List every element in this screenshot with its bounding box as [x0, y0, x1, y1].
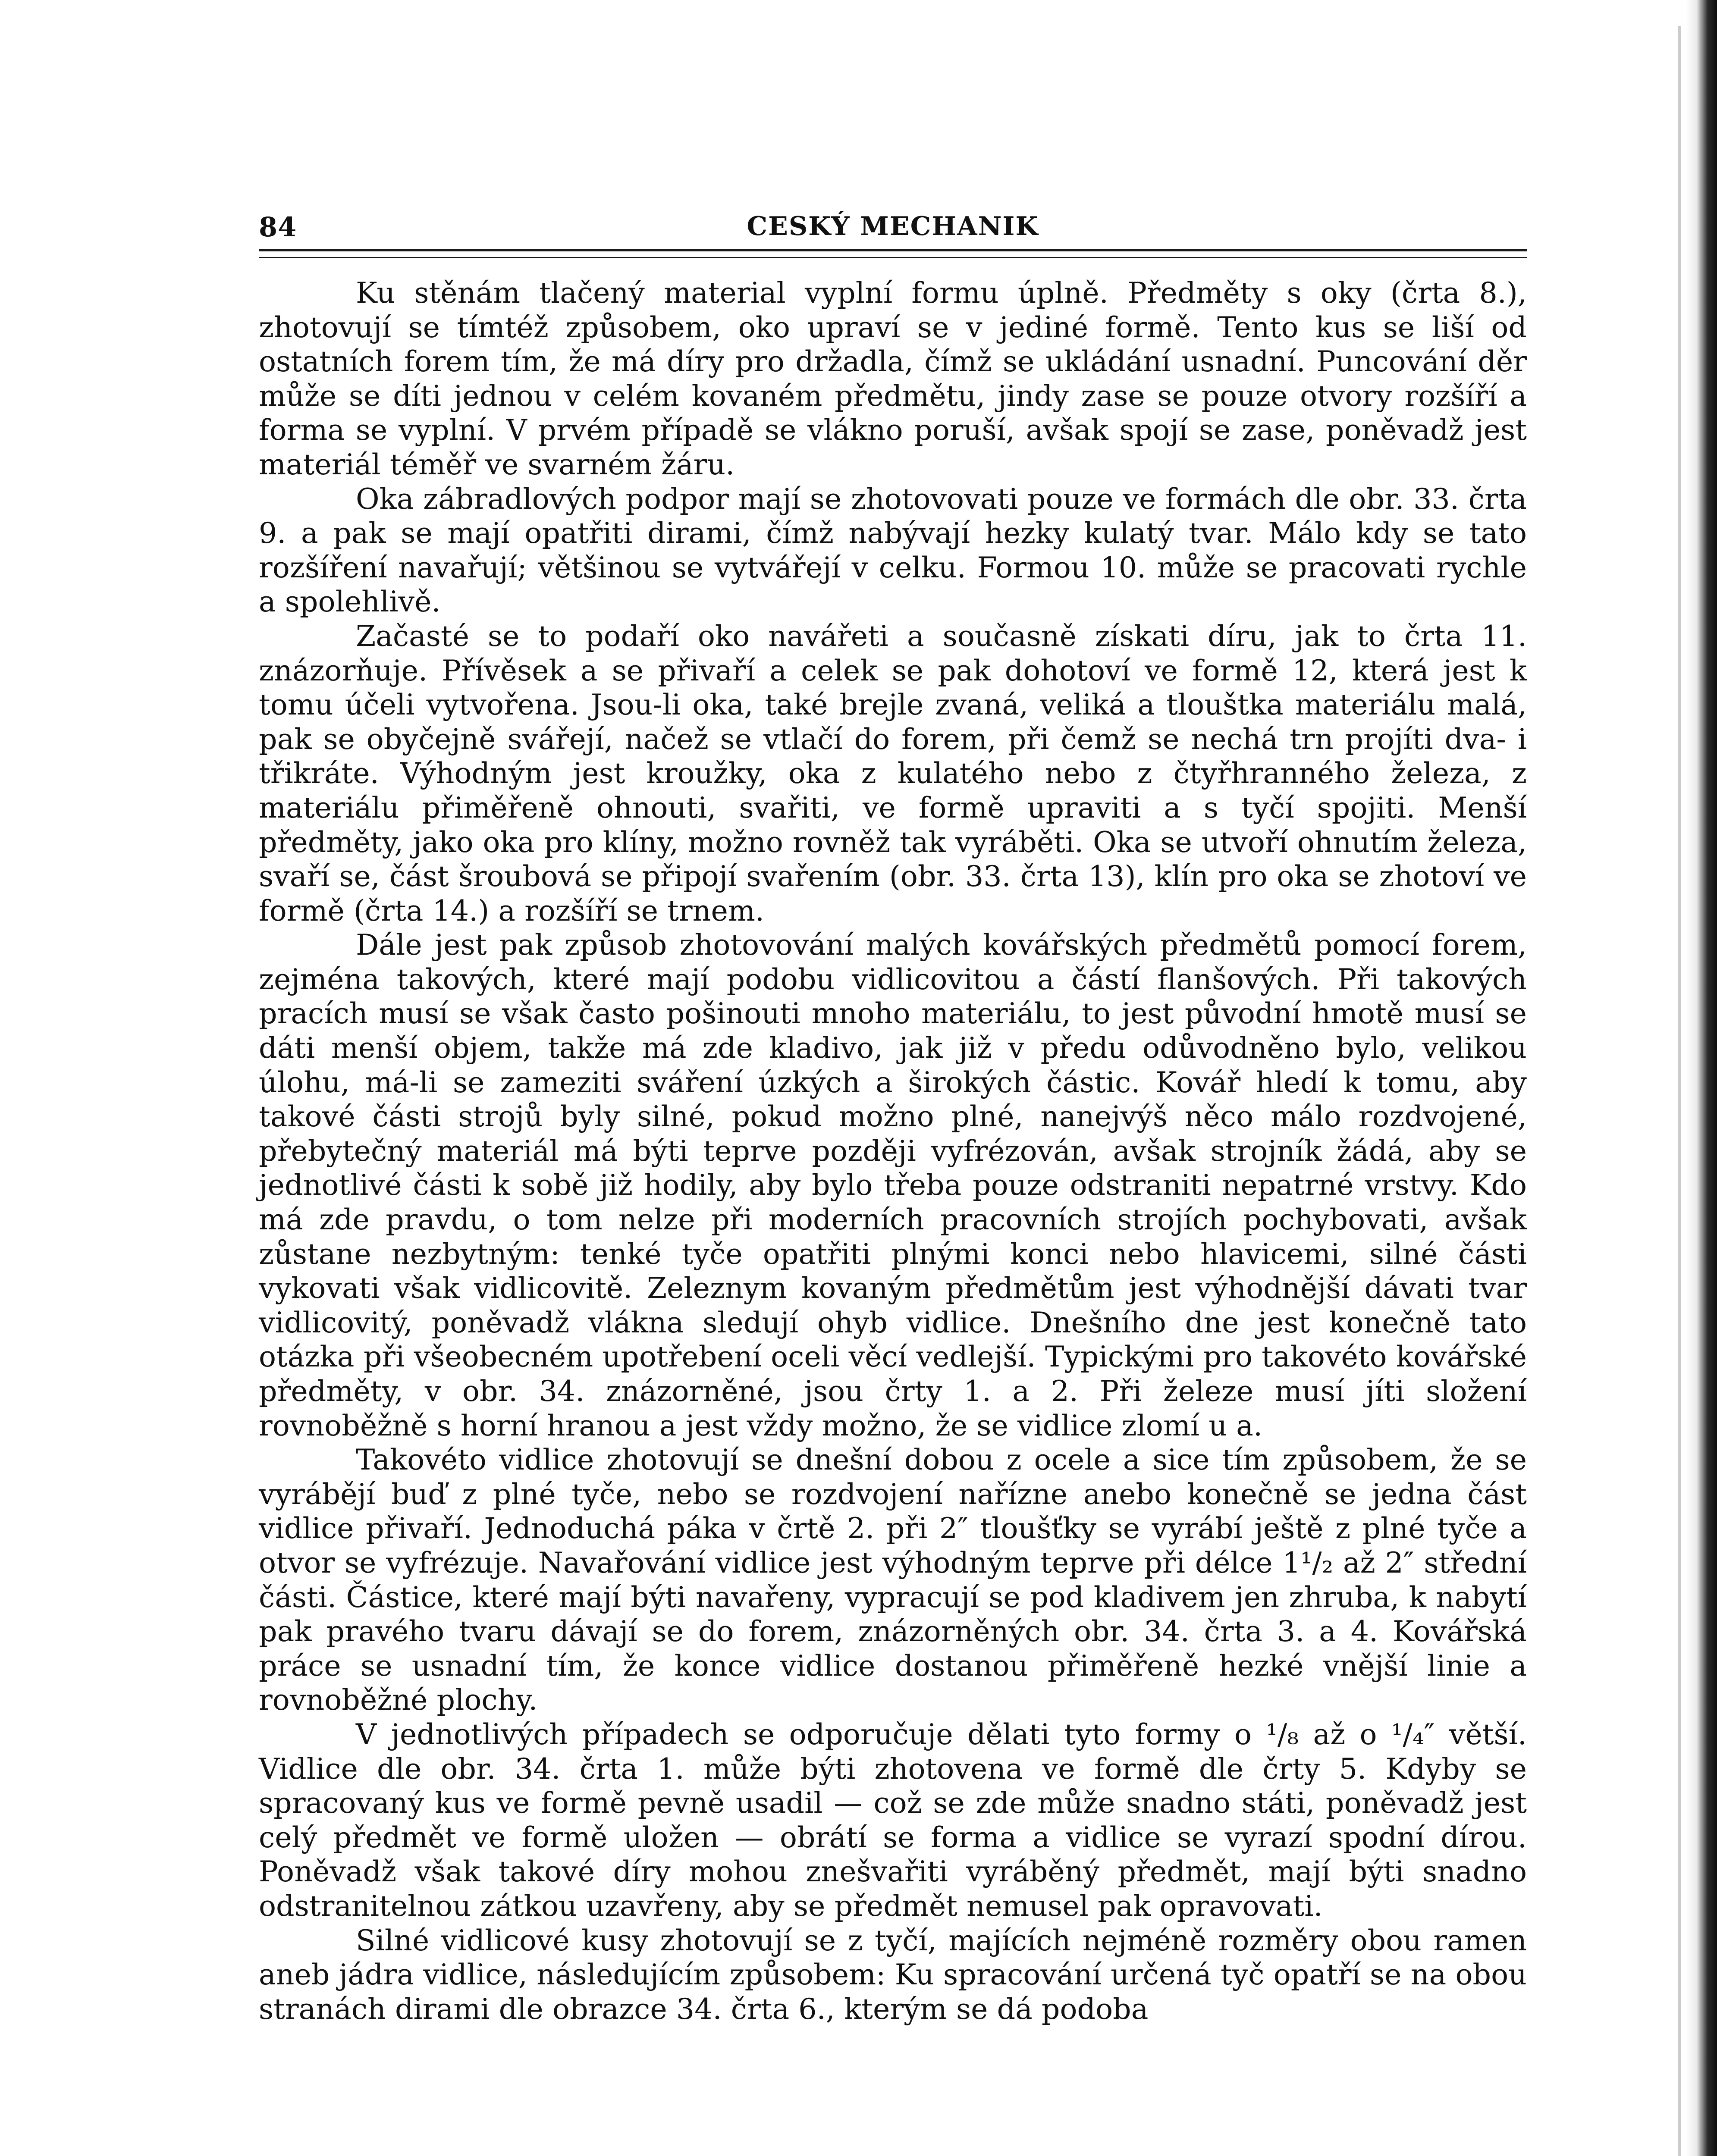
paragraph-5: Takovéto vidlice zhotovují se dnešní dobou z ocele a sice tím způsobem, že se vyrábějí buď z plné tyče, nebo se rozdvojení nařízne anebo konečně se jedna část vidlice přivaří. Jednoduchá páka v črtě 2. při 2″ tloušťky se vyrábí ještě z plné tyče a otvor se vyfrézuje. Navařování vidlice jest výhodným teprve při délce 1¹/₂ až 2″ střední části. Částice, které mají býti navařeny, vypracují se pod kladivem jen zhruba, k nabytí pak pravého tvaru dávají se do forem, znázorněných obr. 34. črta 3. a 4. Kovářská práce se usnadní tím, že konce vidlice dostanou přiměřeně hezké vnější linie a rovnoběžné plochy.	[259, 1443, 1527, 1717]
header-rule-thick	[259, 249, 1527, 251]
paragraph-7: Silné vidlicové kusy zhotovují se z tyčí, majících nejméně rozměry obou ramen aneb jádra vidlice, následujícím způsobem: Ku spracování určená tyč opatří se na obou stranách dirami dle obrazce 34. črta 6., kterým se dá podoba	[259, 1923, 1527, 2026]
paragraph-1: Ku stěnám tlačený material vyplní formu úplně. Předměty s oky (črta 8.), zhotovují se tímtéž způsobem, oko upraví se v jediné formě. Tento kus se liší od ostatních forem tím, že má díry pro držadla, čímž se ukládání usnadní. Puncování děr může se díti jednou v celém kovaném předmětu, jindy zase se pouze otvory rozšíří a forma se vyplní. V prvém případě se vlákno poruší, avšak spojí se zase, poněvadž jest materiál téměř ve svarném žáru.	[259, 276, 1527, 481]
page-header	[259, 211, 1527, 250]
body-text	[259, 276, 1527, 2156]
scan-shadow-line	[1678, 26, 1681, 2156]
paragraph-4: Dále jest pak způsob zhotovování malých kovářských předmětů pomocí forem, zejména takových, které mají podobu vidlicovitou a částí flanšových. Při takových pracích musí se však často pošinouti mnoho materiálu, to jest původní hmotě musí se dáti menší objem, takže má zde kladivo, jak již v předu odůvodněno bylo, velikou úlohu, má-li se zameziti sváření úzkých a širokých částic. Kovář hledí k tomu, aby takové části strojů byly silné, pokud možno plné, nanejvýš něco málo rozdvojené, přebytečný materiál má býti teprve později vyfrézován, avšak strojník žádá, aby se jednotlivé části k sobě již hodily, aby bylo třeba pouze odstraniti nepatrné vrstvy. Kdo má zde pravdu, o tom nelze při moderních pracovních strojích pochybovati, avšak zůstane nezbytným: tenké tyče opatřiti plnými konci nebo hlavicemi, silné části vykovati však vidlicovitě. Zeleznym kovaným předmětům jest výhodnější dávati tvar vidlicovitý, poněvadž vlákna sledují ohyb vidlice. Dnešního dne jest konečně tato otázka při všeobecném upotřebení oceli věcí vedlejší. Typickými pro takovéto kovářské předměty, v obr. 34. znázorněné, jsou črty 1. a 2. Při železe musí jíti složení rovnoběžně s horní hranou a jest vždy možno, že se vidlice zlomí u a.	[259, 928, 1527, 1442]
paragraph-3: Začasté se to podaří oko navářeti a současně získati díru, jak to črta 11. znázorňuje. Přívěsek a se přivaří a celek se pak dohotoví ve formě 12, která jest k tomu účeli vytvořena. Jsou-li oka, také brejle zvaná, veliká a tlouštka materiálu malá, pak se obyčejně svářejí, načež se vtlačí do forem, při čemž se nechá trn projíti dva- i třikráte. Výhodným jest kroužky, oka z kulatého nebo z čtyřhranného železa, z materiálu přiměřeně ohnouti, svařiti, ve formě upraviti a s tyčí spojiti. Menší předměty, jako oka pro klíny, možno rovněž tak vyráběti. Oka se utvoří ohnutím železa, svaří se, část šroubová se připojí svařením (obr. 33. črta 13), klín pro oka se zhotoví ve formě (črta 14.) a rozšíří se trnem.	[259, 619, 1527, 928]
running-title: CESKÝ MECHANIK	[747, 211, 1039, 241]
paragraph-2: Oka zábradlových podpor mají se zhotovovati pouze ve formách dle obr. 33. črta 9. a pak se mají opatřiti dirami, čímž nabývají hezky kulatý tvar. Málo kdy se tato rozšíření navařují; většinou se vytvářejí v celku. Formou 10. může se pracovati rychle a spolehlivě.	[259, 482, 1527, 619]
page-number: 84	[259, 211, 297, 243]
header-rule-thin	[259, 257, 1527, 258]
paragraph-6: V jednotlivých případech se odporučuje dělati tyto formy o ¹/₈ až o ¹/₄″ větší. Vidlice dle obr. 34. črta 1. může býti zhotovena ve formě dle črty 5. Kdyby se spracovaný kus ve formě pevně usadil — což se zde může snadno státi, poněvadž jest celý předmět ve formě uložen — obrátí se forma a vidlice se vyrazí spodní dírou. Poněvadž však takové díry mohou znešvařiti vyráběný předmět, mají býti snadno odstranitelnou zátkou uzavřeny, aby se předmět nemusel pak opravovati.	[259, 1717, 1527, 1923]
scan-edge	[1686, 0, 1717, 2156]
